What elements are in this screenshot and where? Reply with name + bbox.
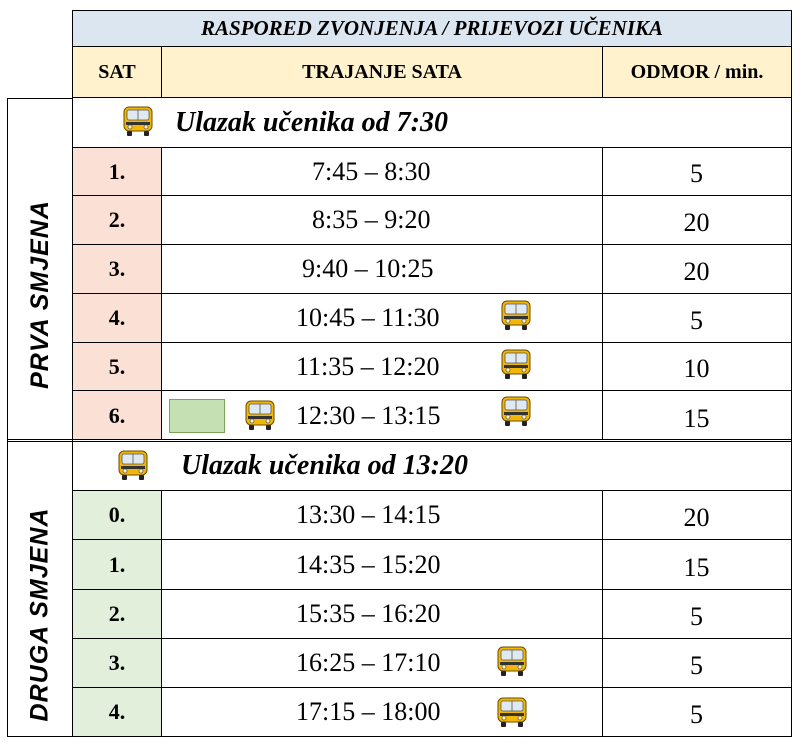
grid-line <box>791 10 792 737</box>
grid-line <box>73 244 792 245</box>
shift1-entry-text: Ulazak učenika od 7:30 <box>175 106 448 138</box>
school-bus-icon <box>243 399 277 431</box>
shift1-sat-3: 3. <box>73 245 161 293</box>
shift2-odmor-2: 5 <box>690 602 703 631</box>
shift1-odmor-1: 5 <box>690 159 703 188</box>
shift1-row-3-time: 9:40 – 10:25 <box>302 254 434 283</box>
grid-line <box>161 490 162 737</box>
shift2-odmor-4: 5 <box>690 700 703 729</box>
grid-line <box>7 736 792 737</box>
header-trajanje: TRAJANJE SATA <box>162 47 602 97</box>
school-bus-icon <box>495 696 529 728</box>
grid-line <box>161 46 162 98</box>
shift1-odmor-6: 15 <box>683 404 710 433</box>
grid-line <box>7 439 792 440</box>
shift1-sat-2: 2. <box>73 196 161 244</box>
grid-line <box>73 589 792 590</box>
shift2-row-2-time: 15:35 – 16:20 <box>296 599 441 628</box>
grid-line <box>161 147 162 440</box>
school-bus-icon <box>499 395 533 427</box>
shift1-sat-4: 4. <box>73 294 161 342</box>
school-bus-icon <box>116 449 150 481</box>
shift2-sat-3: 3. <box>73 639 161 687</box>
grid-line <box>602 46 603 98</box>
grid-line <box>73 638 792 639</box>
shift1-odmor-4: 5 <box>690 306 703 335</box>
grid-line <box>73 539 792 540</box>
shift2-sat-4: 4. <box>73 688 161 736</box>
grid-line <box>7 98 8 737</box>
shift1-entry-row <box>73 98 791 147</box>
shift1-sat-6: 6. <box>73 391 161 440</box>
shift1-sat-5: 5. <box>73 343 161 390</box>
grid-line <box>73 97 792 98</box>
shift1-sat-1: 1. <box>73 148 161 195</box>
shift1-odmor-2: 20 <box>683 208 710 237</box>
shift2-label: DRUGA SMJENA <box>25 507 54 721</box>
shift2-row-0-time: 13:30 – 14:15 <box>296 500 441 529</box>
shift1-row-4-time: 10:45 – 11:30 <box>162 294 602 342</box>
shift2-entry-text: Ulazak učenika od 13:20 <box>181 450 468 481</box>
school-bus-icon <box>499 348 533 380</box>
shift2-sat-2: 2. <box>73 590 161 638</box>
shift1-odmor-3: 20 <box>683 257 710 286</box>
shift1-row-5-time: 11:35 – 12:20 <box>162 343 602 390</box>
schedule-title: RASPORED ZVONJENJA / PRIJEVOZI UČENIKA <box>73 11 791 46</box>
grid-line <box>7 98 73 99</box>
shift2-entry-row <box>73 442 791 490</box>
shift1-odmor-5: 10 <box>683 354 710 383</box>
header-sat: SAT <box>73 47 161 97</box>
school-bus-icon <box>495 645 529 677</box>
shift2-sat-0: 0. <box>73 491 161 539</box>
shift2-sat-1: 1. <box>73 540 161 589</box>
shift1-label: PRVA SMJENA <box>25 199 54 389</box>
shift2-odmor-3: 5 <box>690 651 703 680</box>
shift2-odmor-0: 20 <box>683 503 710 532</box>
green-marker <box>169 399 225 433</box>
school-bus-icon <box>121 105 155 137</box>
shift2-row-1-time: 14:35 – 15:20 <box>296 549 441 579</box>
header-odmor: ODMOR / min. <box>603 47 791 97</box>
grid-line <box>73 687 792 688</box>
shift2-odmor-1: 15 <box>683 553 710 582</box>
grid-line <box>72 10 73 737</box>
shift1-row-6-time: 12:30 – 13:15 <box>162 391 602 440</box>
shift1-row-1-time: 7:45 – 8:30 <box>312 156 431 186</box>
grid-line <box>73 490 792 491</box>
grid-line <box>73 342 792 343</box>
grid-line <box>7 441 792 442</box>
grid-line <box>602 147 603 440</box>
school-bus-icon <box>499 299 533 331</box>
shift2-row-3-time: 16:25 – 17:10 <box>162 639 602 687</box>
grid-line <box>73 147 792 148</box>
shift2-row-4-time: 17:15 – 18:00 <box>162 688 602 736</box>
grid-line <box>73 46 792 47</box>
grid-line <box>602 490 603 737</box>
grid-line <box>73 195 792 196</box>
shift1-row-2-time: 8:35 – 9:20 <box>312 205 431 234</box>
grid-line <box>73 10 792 11</box>
grid-line <box>73 390 792 391</box>
grid-line <box>73 293 792 294</box>
